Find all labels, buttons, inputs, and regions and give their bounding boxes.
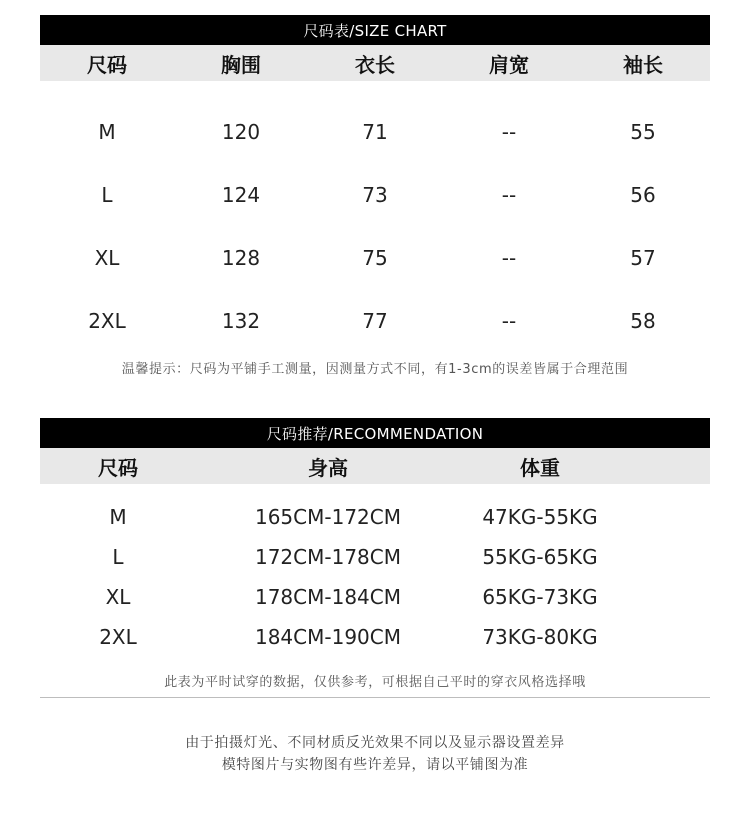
sleeve-cell: 58: [630, 308, 656, 333]
size-cell: M: [98, 119, 116, 144]
header-height: 身高: [308, 455, 348, 480]
size-chart-title-bar: [40, 15, 710, 45]
table-row: [40, 226, 710, 289]
weight-cell: 65KG-73KG: [482, 585, 598, 609]
size-chart-note: 温馨提示：尺码为平铺手工测量，因测量方式不同，有1-3cm的误差皆属于合理范围: [121, 362, 629, 377]
header-length: 衣长: [355, 52, 395, 77]
table-row: [40, 537, 710, 577]
length-cell: 71: [362, 119, 388, 144]
chest-cell: 120: [221, 119, 261, 144]
sleeve-cell: 56: [630, 182, 656, 207]
shoulder-cell: --: [501, 182, 517, 207]
recommendation-body: [40, 497, 710, 657]
table-row: [40, 100, 710, 163]
size-cell: XL: [105, 585, 131, 609]
size-cell: 2XL: [88, 308, 126, 333]
size-cell: 2XL: [99, 625, 137, 649]
header-sleeve: 袖长: [623, 52, 663, 77]
chest-cell: 132: [221, 308, 261, 333]
header-weight: 体重: [520, 455, 560, 480]
table-row: [40, 497, 710, 537]
header-shoulder: 肩宽: [489, 52, 529, 77]
size-cell: L: [112, 545, 124, 569]
divider: [40, 697, 710, 698]
recommendation-note: 此表为平时试穿的数据，仅供参考，可根据自己平时的穿衣风格选择哦: [164, 675, 586, 690]
header-size: 尺码: [87, 52, 127, 77]
table-row: [40, 163, 710, 226]
shoulder-cell: --: [501, 308, 517, 333]
footer-line-2: 模特图片与实物图有些许差异，请以平铺图为准: [221, 757, 529, 773]
height-cell: 184CM-190CM: [254, 625, 401, 649]
sleeve-cell: 55: [630, 119, 656, 144]
size-chart-section: [40, 15, 710, 81]
chest-cell: 124: [221, 182, 261, 207]
size-cell: XL: [94, 245, 120, 270]
weight-cell: 73KG-80KG: [482, 625, 598, 649]
length-cell: 75: [362, 245, 388, 270]
height-cell: 172CM-178CM: [254, 545, 401, 569]
header-size: 尺码: [98, 455, 138, 480]
shoulder-cell: --: [501, 245, 517, 270]
chest-cell: 128: [221, 245, 261, 270]
length-cell: 77: [362, 308, 388, 333]
recommendation-title: 尺码推荐/RECOMMENDATION: [266, 424, 484, 443]
footer-disclaimer: [40, 732, 710, 776]
length-cell: 73: [362, 182, 388, 207]
sleeve-cell: 57: [630, 245, 656, 270]
table-row: [40, 577, 710, 617]
weight-cell: 47KG-55KG: [482, 505, 598, 529]
size-chart-title: 尺码表/SIZE CHART: [303, 21, 447, 40]
recommendation-section: [40, 418, 710, 484]
size-cell: L: [101, 182, 113, 207]
recommendation-header-row: [40, 448, 710, 484]
height-cell: 178CM-184CM: [254, 585, 401, 609]
size-chart-body: [40, 100, 710, 352]
size-cell: M: [109, 505, 127, 529]
weight-cell: 55KG-65KG: [482, 545, 598, 569]
header-chest: 胸围: [221, 52, 261, 77]
size-chart-header-row: [40, 45, 710, 81]
table-row: [40, 617, 710, 657]
shoulder-cell: --: [501, 119, 517, 144]
footer-line-1: 由于拍摄灯光、不同材质反光效果不同以及显示器设置差异: [185, 735, 565, 751]
table-row: [40, 289, 710, 352]
recommendation-title-bar: [40, 418, 710, 448]
height-cell: 165CM-172CM: [254, 505, 401, 529]
